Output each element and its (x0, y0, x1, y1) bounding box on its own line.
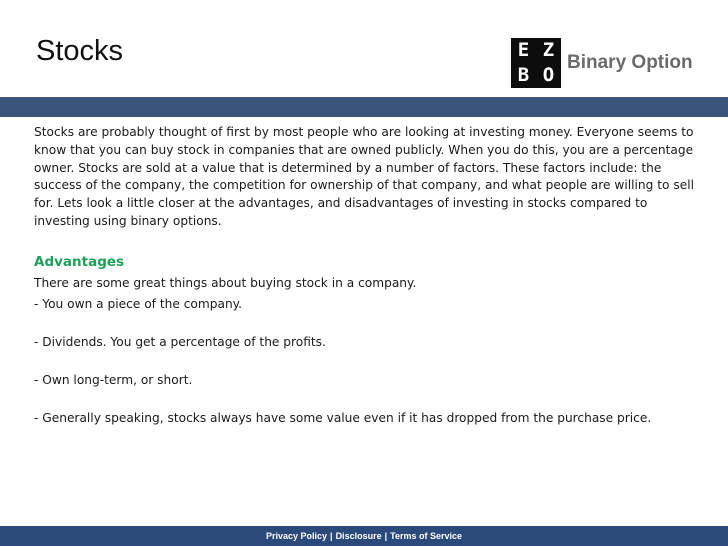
logo-mark (511, 38, 561, 88)
disclosure-link[interactable]: Disclosure (335, 531, 382, 541)
advantage-item: - Own long-term, or short. (34, 372, 193, 387)
logo-letter-b: B (517, 64, 530, 86)
logo-letter-o: O (542, 64, 555, 86)
footer-links (0, 529, 728, 543)
advantage-item: - Dividends. You get a percentage of the profits. (34, 334, 326, 349)
logo-letter-e: E (517, 39, 530, 61)
advantage-item: - Generally speaking, stocks always have some value even if it has dropped from the purchase price. (34, 410, 652, 425)
advantages-list (34, 295, 696, 427)
footer-separator: | (384, 531, 388, 541)
intro-paragraph: Stocks are probably thought of first by most people who are looking at investing money. Everyone seems to know that you can buy stock in companies that are owned publicly. When you do this, you are a percentage owner. Stocks are sold at a value that is determined by a number of factors. These factors include: the success of the company, the competition for ownership of that company, and what people are willing to sell for. Lets look a little closer at the advantages, and disadvantages of investing in stocks compared to investing using binary options. (34, 125, 694, 228)
footer-separator: | (330, 531, 333, 541)
logo-letter-z: Z (542, 39, 555, 61)
terms-of-service-link[interactable]: Terms of Service (390, 531, 462, 541)
ezbo-logo (509, 38, 715, 90)
slide-title: Stocks (36, 35, 124, 67)
slide-content (34, 124, 696, 447)
advantage-item: - You own a piece of the company. (34, 296, 243, 311)
advantages-heading: Advantages (34, 253, 125, 270)
privacy-policy-link[interactable]: Privacy Policy (265, 531, 328, 541)
advantages-intro: There are some great things about buying stock in a company. (34, 275, 417, 290)
header-band (0, 97, 728, 117)
footer-bar (0, 526, 728, 546)
logo-text: Binary Option (567, 52, 693, 73)
